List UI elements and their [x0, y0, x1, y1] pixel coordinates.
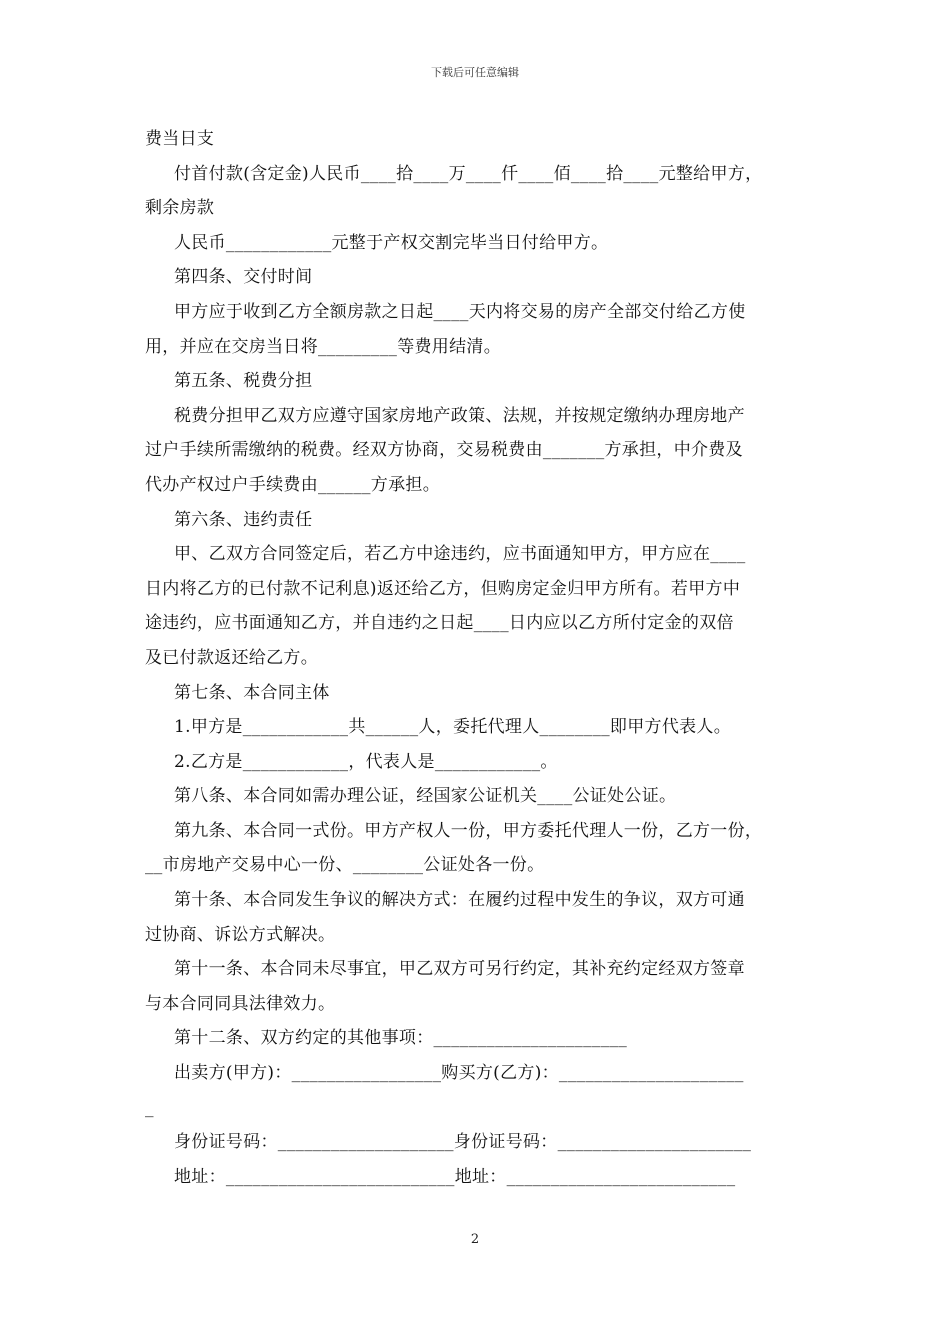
text-line: 费当日支	[145, 129, 215, 149]
text-line: 及已付款返还给乙方。	[145, 647, 318, 668]
text-line: 第五条、税费分担	[174, 371, 313, 392]
text-line: 过户手续所需缴纳的税费。经双方协商，交易税费由_______方承担，中介费及	[145, 440, 743, 461]
text-line: 第七条、本合同主体	[174, 682, 330, 703]
page-header: 下载后可任意编辑	[431, 66, 519, 79]
text-line: 2.乙方是____________，代表人是____________。	[174, 751, 558, 772]
text-line: 过协商、诉讼方式解决。	[145, 924, 336, 945]
text-line: 地址：__________________________地址：__________________________	[174, 1166, 736, 1187]
text-line: 第十条、本合同发生争议的解决方式：在履约过程中发生的争议，双方可通	[174, 890, 745, 911]
text-line: 用，并应在交房当日将_________等费用结清。	[145, 336, 501, 357]
text-line: 甲、乙双方合同签定后，若乙方中途违约，应书面通知甲方，甲方应在____	[174, 544, 746, 565]
text-line: _	[145, 1097, 154, 1118]
text-line: 第十一条、本合同未尽事宜，甲乙双方可另行约定，其补充约定经双方签章	[174, 959, 745, 980]
contract-body	[145, 122, 810, 1194]
text-line: 剩余房款	[145, 198, 215, 219]
text-line: 身份证号码：____________________身份证号码：______________________	[174, 1132, 752, 1153]
text-line: 人民币____________元整于产权交割完毕当日付给甲方。	[174, 232, 609, 253]
text-line: 第十二条、双方约定的其他事项：______________________	[174, 1028, 628, 1049]
text-line: 第九条、本合同一式份。甲方产权人一份，甲方委托代理人一份，乙方一份，	[174, 820, 763, 841]
text-line: 途违约，应书面通知乙方，并自违约之日起____日内应以乙方所付定金的双倍	[145, 613, 734, 634]
text-line: 出卖方(甲方)：_________________购买方(乙方)：_____________________	[174, 1063, 744, 1084]
text-line: 1.甲方是____________共______人，委托代理人________即甲方代表人。	[174, 717, 732, 738]
text-line: 税费分担甲乙双方应遵守国家房地产政策、法规，并按规定缴纳办理房地产	[174, 405, 745, 426]
text-line: __市房地产交易中心一份、________公证处各一份。	[145, 855, 545, 876]
text-line: 代办产权过户手续费由______方承担。	[145, 474, 440, 495]
text-line: 第六条、违约责任	[174, 509, 313, 530]
text-line: 付首付款(含定金)人民币____拾____万____仟____佰____拾____元整给甲方，	[174, 163, 763, 184]
text-line: 甲方应于收到乙方全额房款之日起____天内将交易的房产全部交付给乙方使	[174, 301, 746, 322]
text-line: 与本合同同具法律效力。	[145, 993, 336, 1014]
page-number: 2	[470, 1232, 480, 1247]
text-line: 第八条、本合同如需办理公证，经国家公证机关____公证处公证。	[174, 786, 677, 807]
text-line: 日内将乙方的已付款不记利息)返还给乙方，但购房定金归甲方所有。若甲方中	[145, 578, 741, 599]
text-line: 第四条、交付时间	[174, 267, 313, 288]
